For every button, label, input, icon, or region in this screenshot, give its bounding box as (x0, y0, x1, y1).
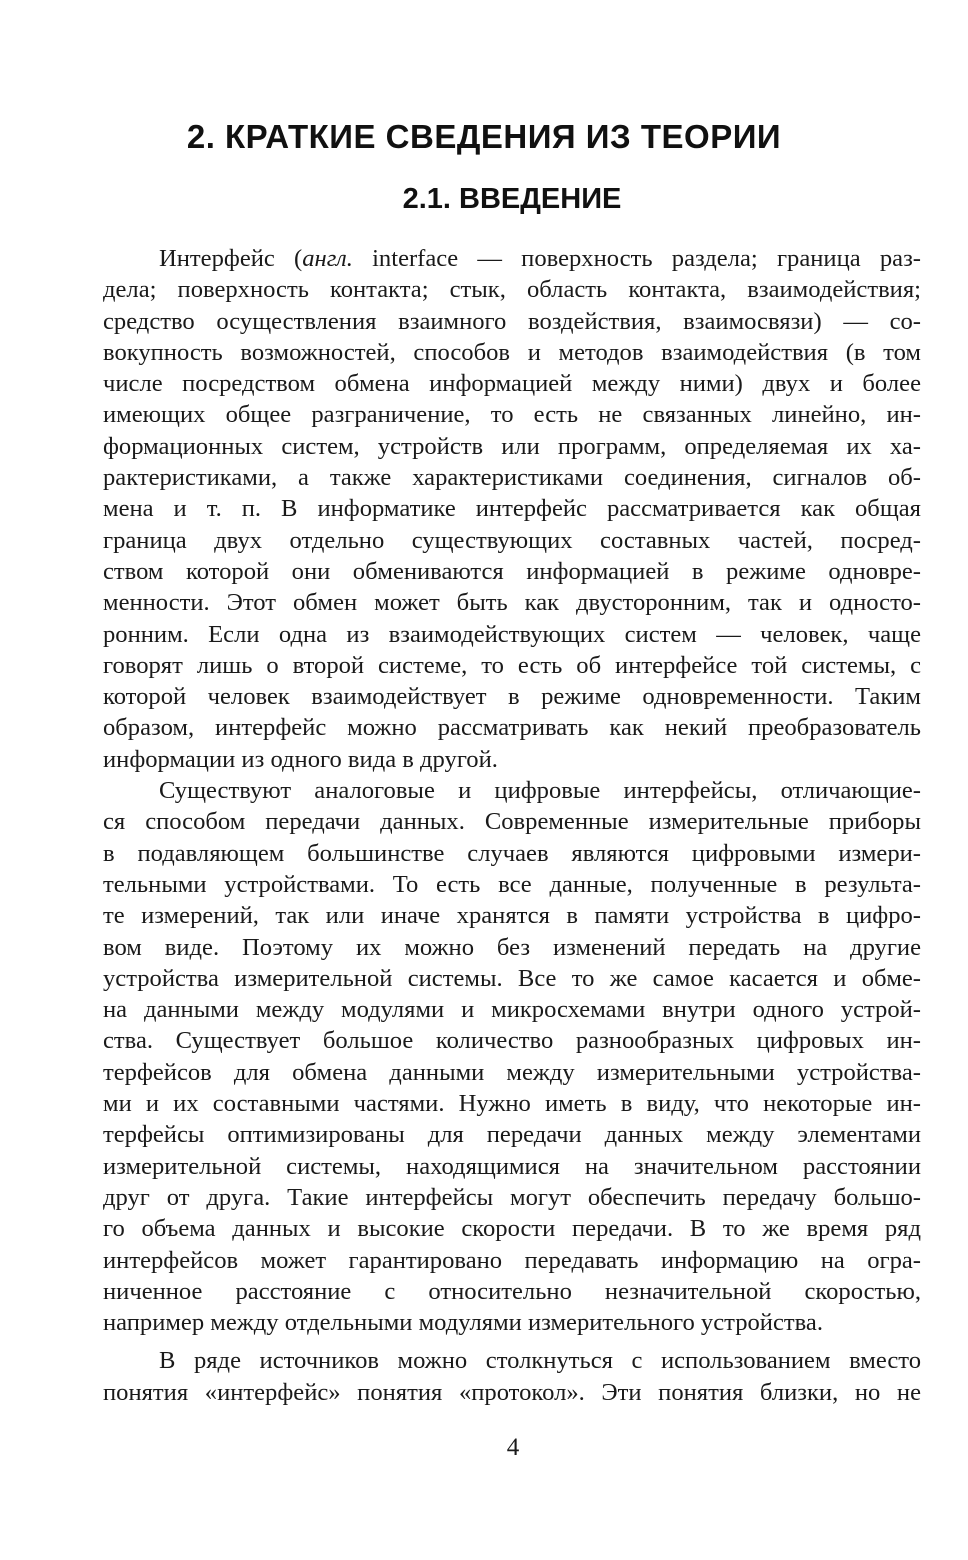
text-line: друг от друга. Такие интерфейсы могут обеспечить передачу большо- (103, 1183, 921, 1211)
text-line: дела; поверхность контакта; стык, область контакта, взаимодействия; (103, 276, 921, 304)
text-line: Существуют аналоговые и цифровые интерфейсы, отличающие- (159, 777, 921, 805)
text-line: формационных систем, устройств или программ, определяемая их ха- (103, 432, 921, 460)
text-line: на данными между модулями и микросхемами внутри одного устрой- (103, 996, 921, 1024)
text-line: имеющих общее разграничение, то есть не связанных линейно, ин- (103, 401, 921, 429)
text-line: вокупность возможностей, способов и методов взаимодействия (в том (103, 338, 921, 366)
text-line: ся способом передачи данных. Современные измерительные приборы (103, 808, 921, 836)
text-line: те измерений, так или иначе хранятся в памяти устройства в цифро- (103, 902, 921, 930)
body-text (103, 243, 921, 1408)
paragraph-3 (103, 1345, 921, 1408)
section-title: 2.1. ВВЕДЕНИЕ (402, 183, 622, 215)
paragraph-1 (103, 243, 921, 775)
text-line: говорят лишь о второй системе, то есть об интерфейсе той системы, с (103, 651, 921, 679)
text-line: мена и т. п. В информатике интерфейс рассматривается как общая (103, 495, 921, 523)
text-line: например между отдельными модулями измерительного устройства. (103, 1309, 823, 1337)
text-line: понятия «интерфейс» понятия «протокол». Эти понятия близки, но не (103, 1378, 921, 1406)
text-line: устройства измерительной системы. Все то же самое касается и обме- (103, 964, 921, 992)
text-line: которой человек взаимодействует в режиме одновременности. Таким (103, 683, 921, 711)
text-line: В ряде источников можно столкнуться с использованием вместо (159, 1347, 921, 1375)
paragraph-2 (103, 775, 921, 1338)
text-line: Интерфейс (англ. interface — поверхность раздела; граница раз- (159, 245, 921, 272)
text-line: ронним. Если одна из взаимодействующих систем — человек, чаще (103, 620, 921, 648)
text-line: ми и их составными частями. Нужно иметь в виду, что некоторые ин- (103, 1090, 921, 1118)
text-line: измерительной системы, находящимися на значительном расстоянии (103, 1152, 921, 1180)
text-line: рактеристиками, а также характеристиками соединения, сигналов об- (103, 464, 921, 492)
text-line: граница двух отдельно существующих составных частей, посред- (103, 526, 921, 554)
text-line: интерфейсов может гарантировано передавать информацию на огра- (103, 1246, 921, 1274)
text-line: в подавляющем большинстве случаев являются цифровыми измери- (103, 839, 921, 867)
text-line: средство осуществления взаимного воздействия, взаимосвязи) — со- (103, 307, 921, 335)
text-line: менности. Этот обмен может быть как двусторонним, так и односто- (103, 589, 921, 617)
text-line: ства. Существует большое количество разнообразных цифровых ин- (103, 1027, 921, 1055)
text-line: числе посредством обмена информацией между ними) двух и более (103, 370, 921, 398)
text-line: образом, интерфейс можно рассматривать как некий преобразователь (103, 714, 921, 742)
text-line: ниченное расстояние с относительно незначительной скоростью, (103, 1277, 921, 1305)
paragraph-spacing (103, 1338, 921, 1345)
chapter-title: 2. КРАТКИЕ СВЕДЕНИЯ ИЗ ТЕОРИИ (186, 118, 782, 155)
abbreviation-italic: англ. (302, 245, 353, 272)
text-line: информации из одного вида в другой. (103, 745, 498, 773)
text-line: тельными устройствами. То есть все данные, полученные в результа- (103, 870, 921, 898)
text-line: го объема данных и высокие скорости передачи. В то же время ряд (103, 1215, 921, 1243)
text-line: ством которой они обмениваются информацией в режиме одновре- (103, 557, 921, 585)
text-line: терфейсов для обмена данными между измерительными устройства- (103, 1058, 921, 1086)
page-number: 4 (506, 1434, 520, 1461)
text-line: терфейсы оптимизированы для передачи данных между элементами (103, 1121, 921, 1149)
text-line: вом виде. Поэтому их можно без изменений передать на другие (103, 933, 921, 961)
